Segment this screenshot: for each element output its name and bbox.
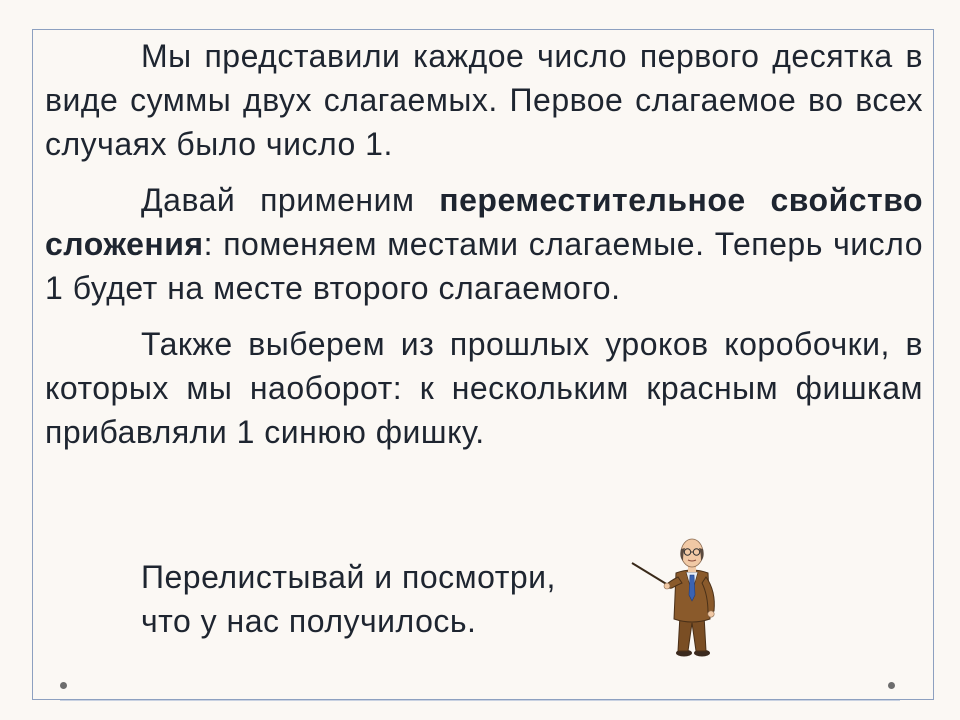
bottom-left-dot-icon [60, 682, 67, 689]
paragraph-2-term: переместительное свойство сложения [45, 182, 924, 262]
bottom-divider [60, 700, 900, 701]
paragraph-2-end: : поменяем местами слагаемые. Теперь число 1 будет на месте второго слагаемого. [45, 226, 923, 306]
main-text [45, 34, 923, 464]
bottom-right-dot-icon [888, 682, 895, 689]
paragraph-2-start: Давай применим [141, 182, 440, 218]
paragraph-1: Мы представили каждое число первого десятка в виде суммы двух слагаемых. Первое слагаемое во всех случаях было число 1. [45, 38, 923, 162]
teacher-with-pointer-icon [630, 533, 730, 658]
closing-line-2: что у нас получилось. [141, 603, 477, 639]
closing-text [141, 555, 621, 643]
paragraph-3: Также выберем из прошлых уроков коробочки, в которых мы наоборот: к нескольким красным фишкам прибавляли 1 синюю фишку. [45, 326, 923, 450]
closing-line-1: Перелистывай и посмотри, [141, 559, 556, 595]
paragraph-2 [45, 178, 923, 310]
